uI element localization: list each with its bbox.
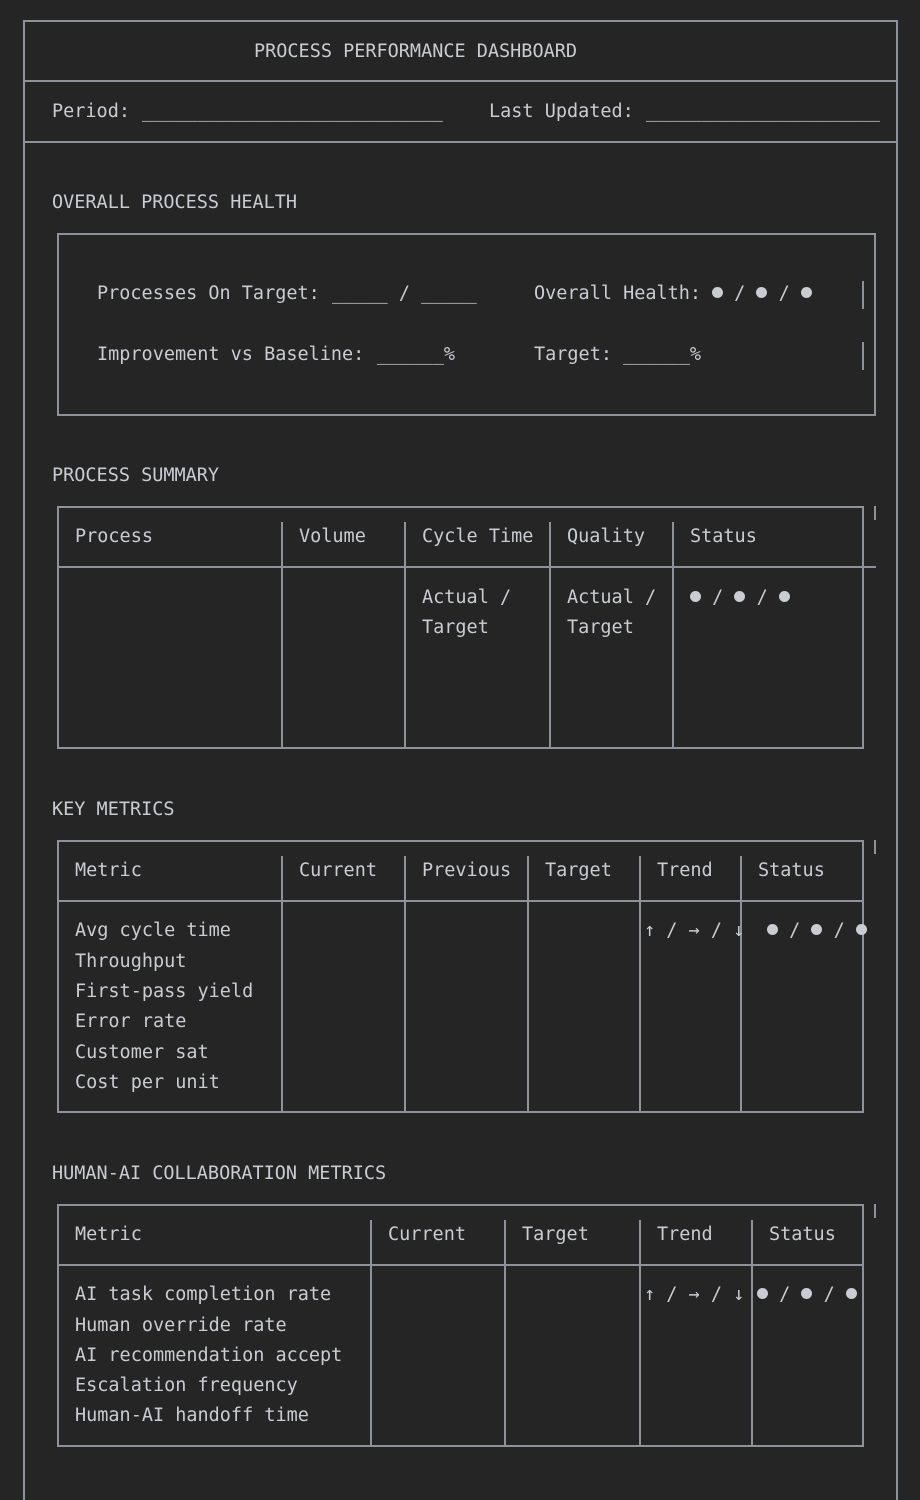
status-dot-icon (756, 287, 767, 298)
status-dot-icon (801, 1288, 812, 1299)
cycle-time-hint: Actual / (422, 587, 512, 608)
status-dot-icon (767, 924, 778, 935)
status-indicator (767, 916, 867, 946)
column-header: Trend (657, 860, 713, 881)
target-field[interactable]: ______% (623, 344, 701, 365)
section-title-summary: PROCESS SUMMARY (52, 465, 220, 486)
box-edge (862, 342, 864, 370)
col-divider (639, 1220, 641, 1447)
separator: / (756, 587, 768, 608)
separator: / (734, 283, 746, 304)
column-header: Quality (567, 526, 645, 547)
metric-row-label: Human-AI handoff time (75, 1405, 309, 1426)
status-dot-icon (757, 1288, 768, 1299)
box-edge (862, 281, 864, 309)
col-divider (504, 1220, 506, 1447)
metric-row-label: Error rate (75, 1011, 187, 1032)
status-dot-icon (801, 287, 812, 298)
column-header: Target (545, 860, 612, 881)
metric-row-label: Customer sat (75, 1042, 209, 1063)
status-indicator (757, 1280, 857, 1310)
status-dot-icon (846, 1288, 857, 1299)
health-box (57, 233, 876, 416)
column-header: Metric (75, 1224, 142, 1245)
box-edge (874, 1204, 876, 1218)
trend-hint: ↑ / → / ↓ (644, 920, 745, 941)
box-edge (874, 840, 876, 854)
col-divider (281, 522, 283, 749)
column-header: Status (769, 1224, 836, 1245)
col-divider (740, 856, 742, 1113)
cycle-time-hint: Target (422, 617, 489, 638)
section-title-key-metrics: KEY METRICS (52, 799, 175, 820)
separator: / (789, 920, 801, 941)
on-target-label: Processes On Target: (97, 283, 320, 304)
col-divider (639, 856, 641, 1113)
metric-row-label: Throughput (75, 951, 187, 972)
trend-hint: ↑ / → / ↓ (644, 1284, 745, 1305)
metric-row-label: First-pass yield (75, 981, 254, 1002)
period-field[interactable]: ___________________________ (142, 101, 443, 122)
col-divider (370, 1220, 372, 1447)
status-indicator (690, 583, 790, 613)
quality-hint: Actual / (567, 587, 657, 608)
table-header-divider (57, 566, 876, 568)
column-header: Process (75, 526, 153, 547)
on-target-field[interactable]: _____ / _____ (332, 283, 477, 304)
column-header: Target (522, 1224, 589, 1245)
col-divider (751, 1220, 753, 1447)
column-header: Status (758, 860, 825, 881)
separator: / (779, 1284, 791, 1305)
metric-row-label: AI recommendation accept (75, 1345, 343, 1366)
last-updated-label: Last Updated: (489, 101, 634, 122)
metric-row-label: Human override rate (75, 1315, 287, 1336)
metric-row-label: Avg cycle time (75, 920, 231, 941)
quality-hint: Target (567, 617, 634, 638)
target-label: Target: (534, 344, 612, 365)
col-divider (527, 856, 529, 1113)
metric-row-label: Cost per unit (75, 1072, 220, 1093)
col-divider (404, 856, 406, 1113)
metric-row-label: AI task completion rate (75, 1284, 332, 1305)
improvement-label: Improvement vs Baseline: (97, 344, 365, 365)
table-header-divider (57, 1264, 864, 1266)
metric-row-label: Escalation frequency (75, 1375, 298, 1396)
column-header: Metric (75, 860, 142, 881)
improvement-field[interactable]: ______% (377, 344, 455, 365)
status-dot-icon (856, 924, 867, 935)
column-header: Current (388, 1224, 466, 1245)
status-dot-icon (779, 591, 790, 602)
period-label: Period: (52, 101, 130, 122)
divider (23, 80, 898, 82)
status-dot-icon (690, 591, 701, 602)
table-header-divider (57, 900, 864, 902)
page-title: PROCESS PERFORMANCE DASHBOARD (254, 41, 578, 62)
separator: / (778, 283, 790, 304)
separator: / (823, 1284, 835, 1305)
overall-health-indicator (712, 283, 812, 305)
overall-health-label: Overall Health: (534, 283, 702, 304)
box-edge (874, 506, 876, 520)
last-updated-field[interactable]: _____________________ (646, 101, 880, 122)
status-dot-icon (712, 287, 723, 298)
status-dot-icon (811, 924, 822, 935)
column-header: Cycle Time (422, 526, 534, 547)
column-header: Current (299, 860, 377, 881)
section-title-health: OVERALL PROCESS HEALTH (52, 192, 298, 213)
section-title-collab: HUMAN-AI COLLABORATION METRICS (52, 1163, 387, 1184)
col-divider (404, 522, 406, 749)
col-divider (672, 522, 674, 749)
column-header: Volume (299, 526, 366, 547)
column-header: Previous (422, 860, 512, 881)
divider (23, 141, 898, 143)
separator: / (712, 587, 724, 608)
column-header: Trend (657, 1224, 713, 1245)
col-divider (281, 856, 283, 1113)
col-divider (549, 522, 551, 749)
column-header: Status (690, 526, 757, 547)
separator: / (833, 920, 845, 941)
status-dot-icon (734, 591, 745, 602)
